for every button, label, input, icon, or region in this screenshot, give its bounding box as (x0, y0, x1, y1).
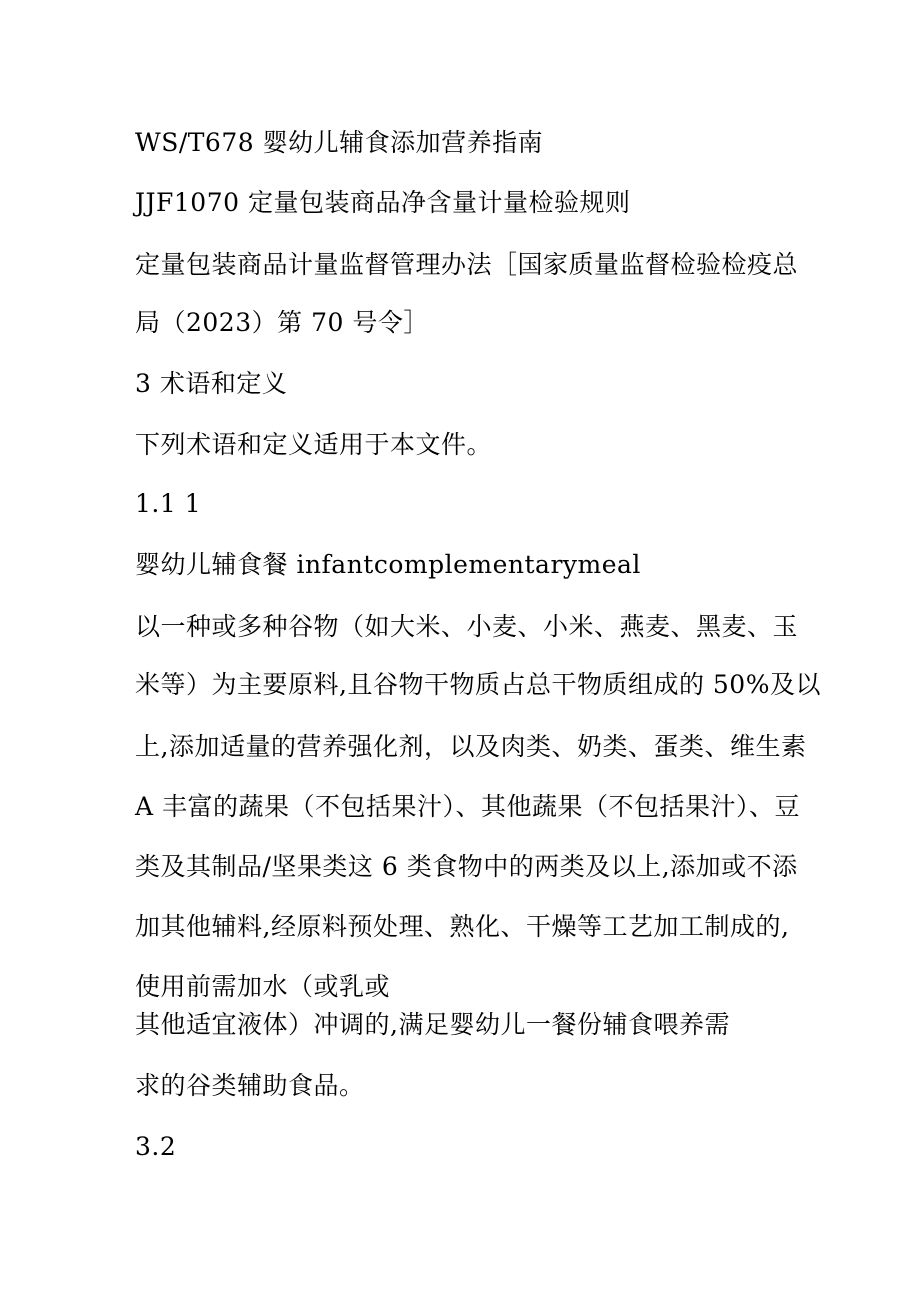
clause-number: 1.1 1 (135, 489, 202, 518)
definition-line-1: 以一种或多种谷物（如大米、小麦、小米、燕麦、黑麦、玉 (135, 612, 799, 641)
definition-line-4: A 丰富的蔬果（不包括果汁）、其他蔬果（不包括果汁）、豆 (135, 792, 801, 821)
term-title: 婴幼儿辅食餐 infantcomplementarymeal (135, 550, 641, 579)
ref-ws-t678: WS/T678 婴幼儿辅食添加营养指南 (135, 128, 544, 157)
section-intro: 下列术语和定义适用于本文件。 (135, 430, 493, 459)
definition-line-2: 米等）为主要原料,且谷物干物质占总干物质组成的 50%及以 (135, 670, 821, 699)
ref-measures-line2: 局（2023）第 70 号令］ (135, 308, 429, 337)
definition-line-3: 上,添加适量的营养强化剂，以及肉类、奶类、蛋类、维生素 (135, 732, 807, 761)
ref-measures-line1: 定量包装商品计量监督管理办法［国家质量监督检验检疫总 (135, 250, 799, 279)
definition-line-7: 使用前需加水（或乳或 (135, 972, 391, 1001)
section-heading-terms: 3 术语和定义 (135, 369, 288, 398)
definition-line-8: 其他适宜液体）冲调的,满足婴幼儿一餐份辅食喂养需 (135, 1010, 730, 1039)
definition-line-5: 类及其制品/坚果类这 6 类食物中的两类及以上,添加或不添 (135, 852, 798, 881)
clause-3-2: 3.2 (135, 1132, 177, 1161)
definition-line-9: 求的谷类辅助食品。 (135, 1071, 365, 1100)
definition-line-6: 加其他辅料,经原料预处理、熟化、干燥等工艺加工制成的, (135, 912, 790, 941)
ref-jjf1070: JJF1070 定量包装商品净含量计量检验规则 (135, 188, 631, 217)
